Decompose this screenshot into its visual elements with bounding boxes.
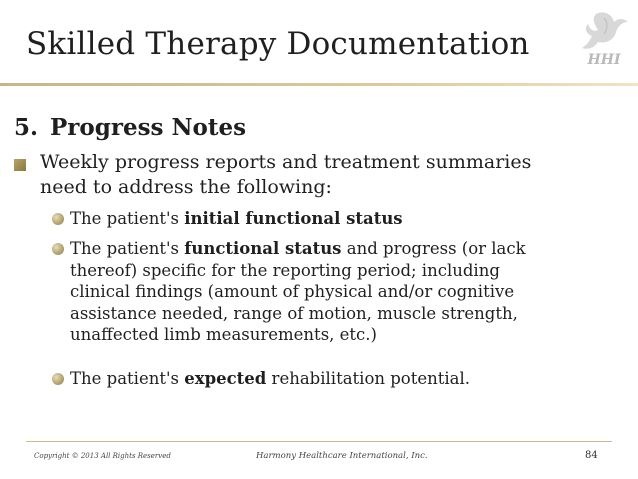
item-prefix: The patient's bbox=[70, 239, 185, 258]
slide-title: Skilled Therapy Documentation bbox=[26, 26, 530, 62]
footer-divider bbox=[26, 441, 612, 442]
intro-text: Weekly progress reports and treatment summaries need to address the following: bbox=[40, 151, 532, 198]
item-prefix: The patient's bbox=[70, 209, 185, 228]
item-bold: functional status bbox=[184, 239, 342, 258]
item-bold: initial functional status bbox=[184, 209, 403, 228]
item-suffix: rehabilitation potential. bbox=[266, 369, 471, 388]
item-suffix: and progress (or lack thereof) specific for the reporting period; including clinical findings (amount of physical and/or cognitive assistance needed, range of motion, muscle strength, unaffected limb measurements, etc.) bbox=[70, 239, 526, 344]
heading-text: Progress Notes bbox=[50, 114, 247, 141]
hhi-logo-dove-icon bbox=[574, 8, 632, 68]
footer-copyright: Copyright © 2013 All Rights Reserved bbox=[34, 452, 171, 460]
page-number: 84 bbox=[585, 450, 598, 461]
square-bullet-icon bbox=[14, 159, 26, 171]
footer-organization: Harmony Healthcare International, Inc. bbox=[256, 451, 428, 461]
round-bullet-icon bbox=[52, 373, 64, 385]
item-prefix: The patient's bbox=[70, 369, 185, 388]
round-bullet-icon bbox=[52, 213, 64, 225]
logo-text: HHI bbox=[587, 52, 621, 68]
title-divider bbox=[0, 83, 638, 86]
heading-number: 5. bbox=[14, 114, 39, 141]
item-bold: expected bbox=[184, 369, 267, 388]
round-bullet-icon bbox=[52, 243, 64, 255]
section-heading bbox=[14, 114, 246, 141]
